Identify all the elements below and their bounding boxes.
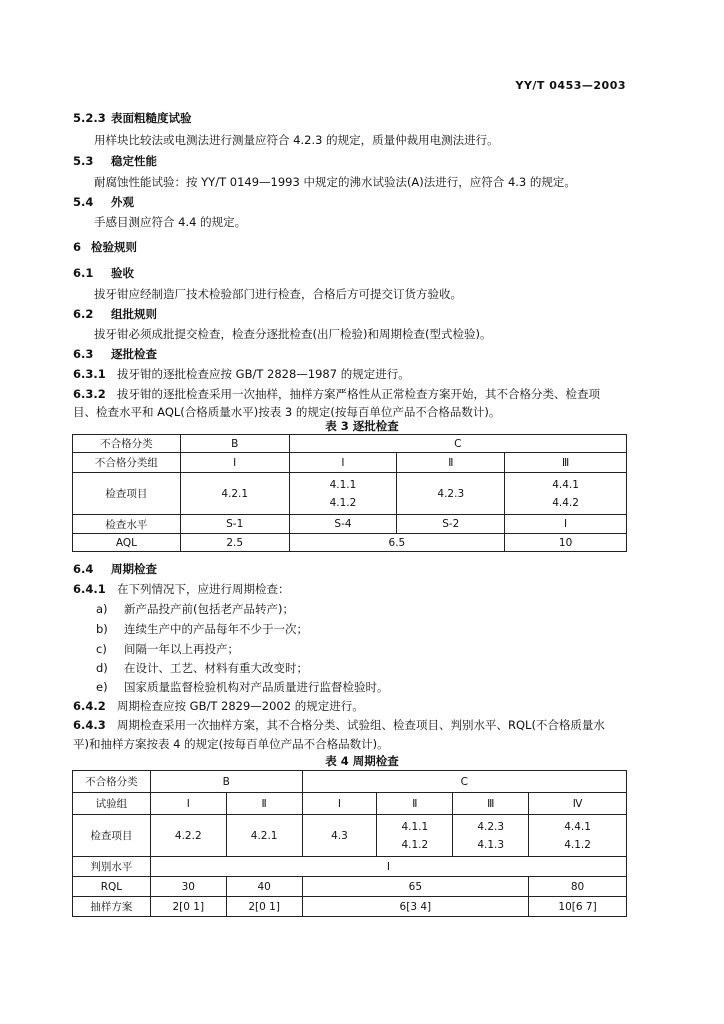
t3-class-b: B [180, 435, 289, 453]
t3-label-group: 不合格分类组 [73, 453, 181, 473]
t3-label-aql: AQL [73, 534, 181, 552]
t4-item: 4.4.1 4.1.2 [529, 815, 627, 857]
t4-class-b: B [150, 771, 302, 793]
list-item-a: a) 新产品投产前(包括老产品转产)； [96, 602, 294, 616]
t3-group: Ⅲ [505, 453, 627, 473]
t4-label-rql: RQL [73, 877, 151, 897]
t3-label-items: 检查项目 [73, 473, 181, 515]
t3-item: 4.2.1 [180, 473, 289, 515]
t4-group: Ⅲ [453, 793, 529, 815]
t4-group: Ⅰ [150, 793, 226, 815]
list-item-c: c) 间隔一年以上再投产； [96, 642, 239, 656]
heading-6-4: 6.4 周期检查 [73, 562, 157, 576]
t3-label-class: 不合格分类 [73, 435, 181, 453]
t4-plan: 6[3 4] [302, 897, 529, 917]
heading-6-1: 6.1 验收 [73, 266, 134, 280]
heading-6-2: 6.2 组批规则 [73, 307, 157, 321]
t4-label-plan: 抽样方案 [73, 897, 151, 917]
t4-item: 4.1.1 4.1.2 [377, 815, 453, 857]
t4-rql: 80 [529, 877, 627, 897]
t4-label-level: 判别水平 [73, 857, 151, 877]
t4-plan: 2[0 1] [226, 897, 302, 917]
t4-label-class: 不合格分类 [73, 771, 151, 793]
t4-plan: 2[0 1] [150, 897, 226, 917]
t3-aql: 6.5 [289, 534, 505, 552]
t4-item: 4.2.3 4.1.3 [453, 815, 529, 857]
text-6-3-1: 6.3.1 拔牙钳的逐批检查应按 GB/T 2828—1987 的规定进行。 [73, 367, 410, 381]
t3-group: Ⅰ [289, 453, 397, 473]
t4-group: Ⅱ [377, 793, 453, 815]
t4-item: 4.3 [302, 815, 377, 857]
text-6-4-1: 6.4.1 在下列情况下，应进行周期检查： [73, 582, 290, 596]
t4-rql: 40 [226, 877, 302, 897]
text-6-1: 拔牙钳应经制造厂技术检验部门进行检查，合格后方可提交订货方验收。 [94, 287, 462, 301]
t4-label-group: 试验组 [73, 793, 151, 815]
t4-item: 4.2.1 [226, 815, 302, 857]
t4-group: Ⅱ [226, 793, 302, 815]
heading-5-4: 5.4 外观 [73, 195, 134, 209]
text-5-2-3: 用样块比较法或电测法进行测量应符合 4.2.3 的规定，质量仲裁用电测法进行。 [94, 133, 499, 147]
t3-level: S-1 [180, 515, 289, 534]
text-6-2: 拔牙钳必须成批提交检查，检查分逐批检查(出厂检验)和周期检查(型式检验)。 [94, 327, 492, 341]
t4-label-items: 检查项目 [73, 815, 151, 857]
table-4-periodic-inspection [72, 770, 627, 917]
t3-class-c: C [289, 435, 626, 453]
t3-group: Ⅰ [180, 453, 289, 473]
t4-class-c: C [302, 771, 626, 793]
t3-label-level: 检查水平 [73, 515, 181, 534]
t3-item: 4.1.1 4.1.2 [289, 473, 397, 515]
list-item-d: d) 在设计、工艺、材料有重大改变时； [96, 661, 308, 675]
t3-level: Ⅰ [505, 515, 627, 534]
heading-6-3: 6.3 逐批检查 [73, 347, 157, 361]
t3-aql: 2.5 [180, 534, 289, 552]
text-6-3-2-line1: 6.3.2 拔牙钳的逐批检查采用一次抽样，抽样方案严格性从正常检查方案开始，其不合格分类、检查项 [73, 387, 600, 401]
t4-rql: 30 [150, 877, 226, 897]
heading-5-2-3: 5.2.3 表面粗糙度试验 [73, 111, 192, 125]
t4-group: Ⅰ [302, 793, 377, 815]
text-6-4-2: 6.4.2 周期检查应按 GB/T 2829—2002 的规定进行。 [73, 699, 364, 713]
t4-rql: 65 [302, 877, 529, 897]
table-3-lot-inspection [72, 434, 627, 552]
text-5-4: 手感目测应符合 4.4 的规定。 [94, 215, 247, 229]
t4-level: Ⅰ [150, 857, 626, 877]
text-6-4-3-line2: 平)和抽样方案按表 4 的规定(按每百单位产品不合格品数计)。 [73, 737, 389, 751]
t4-item: 4.2.2 [150, 815, 226, 857]
list-item-e: e) 国家质量监督检验机构对产品质量进行监督检验时。 [96, 680, 389, 694]
text-6-4-3-line1: 6.4.3 周期检查采用一次抽样方案，其不合格分类、试验组、检查项目、判别水平、RQL(不合格质量水 [73, 718, 605, 732]
t4-group: Ⅳ [529, 793, 627, 815]
table4-caption: 表 4 周期检查 [325, 754, 399, 768]
t3-aql: 10 [505, 534, 627, 552]
t3-item: 4.4.1 4.4.2 [505, 473, 627, 515]
heading-6: 6 检验规则 [73, 240, 137, 254]
t3-item: 4.2.3 [397, 473, 505, 515]
t3-level: S-2 [397, 515, 505, 534]
list-item-b: b) 连续生产中的产品每年不少于一次； [96, 622, 308, 636]
t3-group: Ⅱ [397, 453, 505, 473]
heading-5-3: 5.3 稳定性能 [73, 154, 157, 168]
doc-code-header: YY/T 0453—2003 [515, 79, 626, 92]
t3-level: S-4 [289, 515, 397, 534]
text-6-3-2-line2: 目、检查水平和 AQL(合格质量水平)按表 3 的规定(按每百单位产品不合格品数计)。 [73, 405, 501, 419]
table3-caption: 表 3 逐批检查 [325, 419, 399, 433]
t4-plan: 10[6 7] [529, 897, 627, 917]
text-5-3: 耐腐蚀性能试验：按 YY/T 0149—1993 中规定的沸水试验法(A)法进行，应符合 4.3 的规定。 [94, 175, 576, 189]
